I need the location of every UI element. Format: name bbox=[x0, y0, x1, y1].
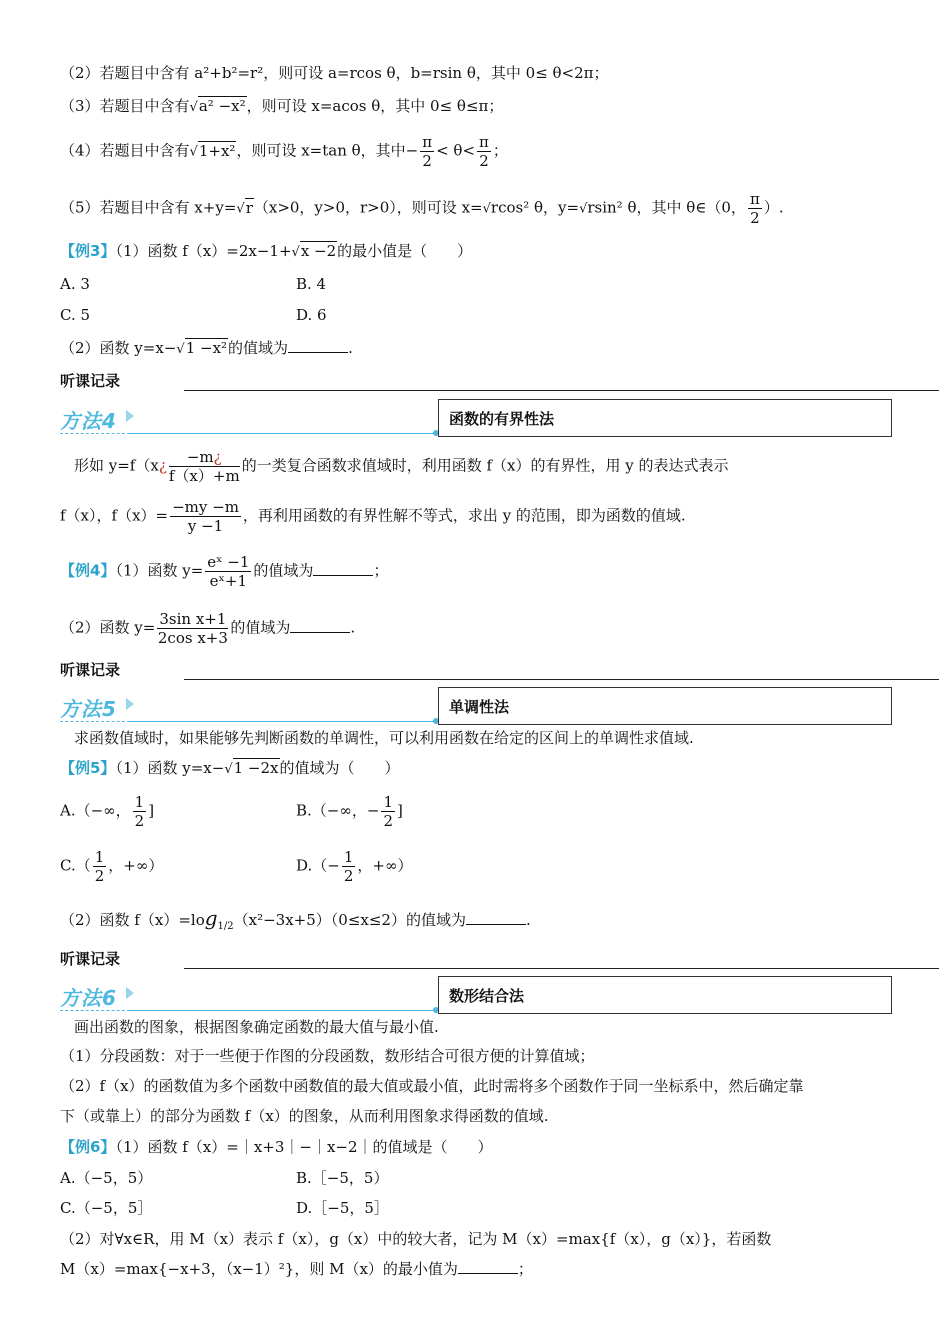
fraction-pi-over-2: $\frac{\pi}{2}$ bbox=[749, 190, 760, 227]
l3-text-a: （3）若题目中含有 bbox=[60, 97, 190, 115]
method-4-title: 方法4 bbox=[60, 409, 117, 433]
l5-text-d: rcos² θ，y= bbox=[490, 198, 580, 217]
banner-underline bbox=[130, 1010, 436, 1011]
method-6-paragraph-2: （1）分段函数：对于一些便于作图的分段函数，数形结合可很方便的计算值域； bbox=[60, 1047, 595, 1065]
method-6-header bbox=[60, 976, 892, 1014]
ex3-option-d: D. 6 bbox=[296, 306, 327, 324]
example-5-q2 bbox=[60, 907, 531, 938]
ex5-q2-g: g bbox=[204, 906, 218, 930]
ex6-option-a: A.（−5，5） bbox=[60, 1169, 153, 1187]
ex4-q1-text-b: 的值域为 bbox=[253, 561, 314, 580]
method-5-header bbox=[60, 687, 892, 725]
example-6-q2-line-1: （2）对∀x∈R，用 M（x）表示 f（x），g（x）中的较大者，记为 M（x）=max{f（x），g（x）}，若函数 bbox=[60, 1230, 772, 1248]
l5-radicand: r bbox=[245, 198, 253, 217]
method-4-header bbox=[60, 399, 892, 437]
ex4-q2-text-b: 的值域为 bbox=[230, 618, 291, 637]
continuation-line-5 bbox=[60, 190, 784, 227]
ex5-option-c: C.（ $\frac{1}{2}$ ，+∞） bbox=[60, 848, 164, 885]
m4-p2-text-a: f（x），f（x）= bbox=[60, 506, 169, 525]
banner-underline bbox=[130, 433, 436, 434]
radical-sign: √ bbox=[579, 201, 588, 217]
ex3-option-b: B. 4 bbox=[296, 275, 327, 293]
ex4-q2-text-a: （2）函数 y= bbox=[60, 618, 156, 637]
play-arrow-icon bbox=[126, 410, 134, 422]
answer-blank[interactable] bbox=[290, 618, 350, 633]
method-5-paragraph: 求函数值域时，如果能够先判断函数的单调性，可以利用函数在给定的区间上的单调性求值域. bbox=[74, 729, 694, 747]
example-4-tag: 【例4】 bbox=[60, 561, 116, 580]
l4-text-c: ，则可设 x=tan θ，其中− bbox=[236, 141, 419, 160]
l5-text-a: （5）若题目中含有 x+y= bbox=[60, 198, 237, 217]
l5-text-e: rsin² θ，其中 θ∈（0， bbox=[587, 198, 746, 217]
ex5-option-a: A.（−∞， $\frac{1}{2}$ ] bbox=[60, 793, 155, 830]
example-3-q1 bbox=[60, 240, 472, 264]
ex3-q2-radicand: 1 −x² bbox=[185, 339, 228, 357]
radical-sign: √ bbox=[482, 201, 491, 217]
example-3-q2: （2）函数 y=x−√1 −x²的值域为 . bbox=[60, 339, 353, 357]
method-6-name: 数形结合法 bbox=[449, 987, 525, 1005]
lecture-notes-label: 听课记录 bbox=[60, 661, 121, 679]
lecture-notes-line[interactable] bbox=[184, 968, 939, 969]
answer-blank[interactable] bbox=[288, 338, 348, 353]
example-5-q1 bbox=[60, 757, 400, 781]
dashed-underline bbox=[60, 433, 130, 434]
ex5-q2-text-b: （x²−3x+5）（0≤x≤2）的值域为 bbox=[233, 911, 466, 929]
radical-sign: √ bbox=[291, 245, 300, 260]
ex4-q1-text-a: （1）函数 y= bbox=[115, 561, 204, 580]
example-5-tag: 【例5】 bbox=[60, 759, 116, 777]
method-4-banner bbox=[60, 403, 438, 435]
fraction-half: $\frac{1}{2}$ bbox=[343, 848, 354, 885]
l3-text-c: ，则可设 x=acos θ，其中 0≤ θ≤π； bbox=[246, 97, 504, 115]
l5-text-c: （x>0，y>0，r>0），则可设 x= bbox=[253, 198, 483, 217]
method-6-title: 方法6 bbox=[60, 986, 117, 1010]
ex4-q2-text-c: . bbox=[350, 618, 356, 637]
l3-radicand: a² −x² bbox=[198, 97, 246, 115]
method-4-paragraph-2 bbox=[60, 498, 686, 535]
ex3-option-c: C. 5 bbox=[60, 306, 91, 324]
ex6-q2-text-b: M（x）=max{−x+3，（x−1）²}，则 M（x）的最小值为 bbox=[60, 1260, 458, 1278]
continuation-line-3 bbox=[60, 95, 503, 119]
ex4-fraction-1: $\frac{\text{eˣ −1}}{\text{eˣ+1}}$ bbox=[207, 553, 250, 590]
l4-radicand: 1+x² bbox=[198, 141, 236, 160]
ex5-option-d: D.（− $\frac{1}{2}$ ，+∞） bbox=[296, 848, 413, 885]
ex5-q1-radicand: 1 −2x bbox=[233, 759, 279, 777]
ex6-option-c: C.（−5，5］ bbox=[60, 1199, 153, 1217]
radical-sign: √ bbox=[236, 201, 245, 217]
lecture-notes-row bbox=[60, 948, 878, 970]
ex4-q1-text-c: ； bbox=[373, 561, 389, 580]
example-6-tag: 【例6】 bbox=[60, 1138, 116, 1156]
ex5-q2-text-c: . bbox=[525, 911, 531, 929]
l5-text-f: ）. bbox=[763, 198, 784, 217]
radical-sign: √ bbox=[189, 144, 198, 160]
method-6-name-box bbox=[438, 976, 892, 1014]
fraction-pi-over-2: $\frac{\pi}{2}$ bbox=[422, 133, 433, 170]
method-4-name-box bbox=[438, 399, 892, 437]
m4-p2-text-b: ，再利用函数的有界性解不等式，求出 y 的范围，即为函数的值域. bbox=[242, 506, 686, 525]
method-6-paragraph-1: 画出函数的图象，根据图象确定函数的最大值与最小值. bbox=[74, 1018, 439, 1036]
ex5-q1-text-a: （1）函数 y=x− bbox=[115, 759, 225, 777]
method-5-title: 方法5 bbox=[60, 697, 117, 721]
lecture-notes-label: 听课记录 bbox=[60, 372, 121, 390]
radical-sign: √ bbox=[189, 100, 198, 115]
ex4-fraction-2: $\frac{\text{3sin x+1}}{\text{2cos x+3}}$ bbox=[157, 610, 228, 647]
dashed-underline bbox=[60, 1010, 130, 1011]
continuation-line-2: （2）若题目中含有 a²+b²=r²，则可设 a=rcos θ，b=rsin θ，其中 0≤ θ<2π； bbox=[60, 64, 609, 82]
example-4-q1 bbox=[60, 553, 388, 590]
method-5-name-box bbox=[438, 687, 892, 725]
method-5-name: 单调性法 bbox=[449, 698, 510, 716]
lecture-notes-line[interactable] bbox=[184, 390, 939, 391]
radical-sign: √ bbox=[224, 762, 233, 777]
ex3-q1-text-c: 的最小值是（ ） bbox=[337, 242, 473, 260]
radical-sign: √ bbox=[176, 342, 185, 357]
ex3-option-a: A. 3 bbox=[60, 275, 90, 293]
l4-text-d: < θ< bbox=[436, 141, 476, 160]
m4-p1-glyph: ¿ bbox=[158, 456, 167, 475]
lecture-notes-label: 听课记录 bbox=[60, 950, 121, 968]
ex3-q2-text-a: （2）函数 y=x− bbox=[60, 339, 177, 357]
example-3-tag: 【例3】 bbox=[60, 242, 116, 260]
ex3-q1-text-a: （1）函数 f（x）=2x−1+ bbox=[115, 242, 292, 260]
method-6-paragraph-3: （2）f（x）的函数值为多个函数中函数值的最大值或最小值，此时需将多个函数作于同一坐标系中，然后确定靠 bbox=[60, 1077, 804, 1095]
method-6-paragraph-4: 下（或靠上）的部分为函数 f（x）的图象，从而利用图象求得函数的值域. bbox=[60, 1107, 549, 1125]
m4-p1-text-a: 形如 y=f（x bbox=[74, 456, 159, 475]
ex6-option-b: B.［−5，5） bbox=[296, 1169, 389, 1187]
fraction-pi-over-2: $\frac{\pi}{2}$ bbox=[479, 133, 489, 170]
example-6-q2-line-2 bbox=[60, 1258, 533, 1280]
play-arrow-icon bbox=[126, 987, 134, 999]
dashed-underline bbox=[60, 721, 130, 722]
m4-fraction: $\frac{-m¿}{f(x)+m}$ bbox=[168, 448, 240, 485]
lecture-notes-line[interactable] bbox=[184, 679, 939, 680]
banner-underline bbox=[130, 721, 436, 722]
l4-text-e: ； bbox=[492, 141, 508, 160]
ex6-q1-text: （1）函数 f（x）=｜x+3｜−｜x−2｜的值域是（ ） bbox=[115, 1138, 493, 1156]
fraction-half: $\frac{1}{2}$ bbox=[94, 848, 105, 885]
lecture-notes-row bbox=[60, 659, 878, 681]
method-4-paragraph-1 bbox=[74, 448, 728, 485]
example-4-q2 bbox=[60, 610, 355, 647]
example-6-q1 bbox=[60, 1136, 493, 1158]
lecture-notes-row bbox=[60, 370, 878, 392]
continuation-line-4 bbox=[60, 133, 508, 170]
method-4-name: 函数的有界性法 bbox=[449, 410, 555, 428]
ex5-option-b: B.（−∞，− $\frac{1}{2}$ ] bbox=[296, 793, 403, 830]
play-arrow-icon bbox=[126, 698, 134, 710]
ex6-q2-text-c: ； bbox=[517, 1260, 533, 1278]
fraction-half: $\frac{1}{2}$ bbox=[383, 793, 393, 830]
ex5-q2-text-a: （2）函数 f（x）=lo bbox=[60, 911, 205, 929]
answer-blank[interactable] bbox=[458, 1259, 518, 1274]
m4-p1-text-e: 的一类复合函数求值域时，利用函数 f（x）的有界性，用 y 的表达式表示 bbox=[241, 456, 729, 475]
ex5-q1-text-c: 的值域为（ ） bbox=[279, 759, 400, 777]
ex3-q2-text-c: 的值域为 bbox=[228, 339, 289, 357]
ex5-q2-base: 1/2 bbox=[217, 921, 234, 932]
method-6-banner bbox=[60, 980, 438, 1012]
ex3-q1-radicand: x −2 bbox=[300, 242, 337, 260]
method-5-banner bbox=[60, 691, 438, 723]
ex6-option-d: D.［−5，5］ bbox=[296, 1199, 389, 1217]
answer-blank[interactable] bbox=[466, 910, 526, 925]
fraction-half: $\frac{1}{2}$ bbox=[134, 793, 145, 830]
answer-blank[interactable] bbox=[313, 561, 373, 576]
l4-text-a: （4）若题目中含有 bbox=[60, 141, 190, 160]
m4-fraction-2: $\frac{-my -m}{y -1}$ bbox=[172, 498, 239, 535]
